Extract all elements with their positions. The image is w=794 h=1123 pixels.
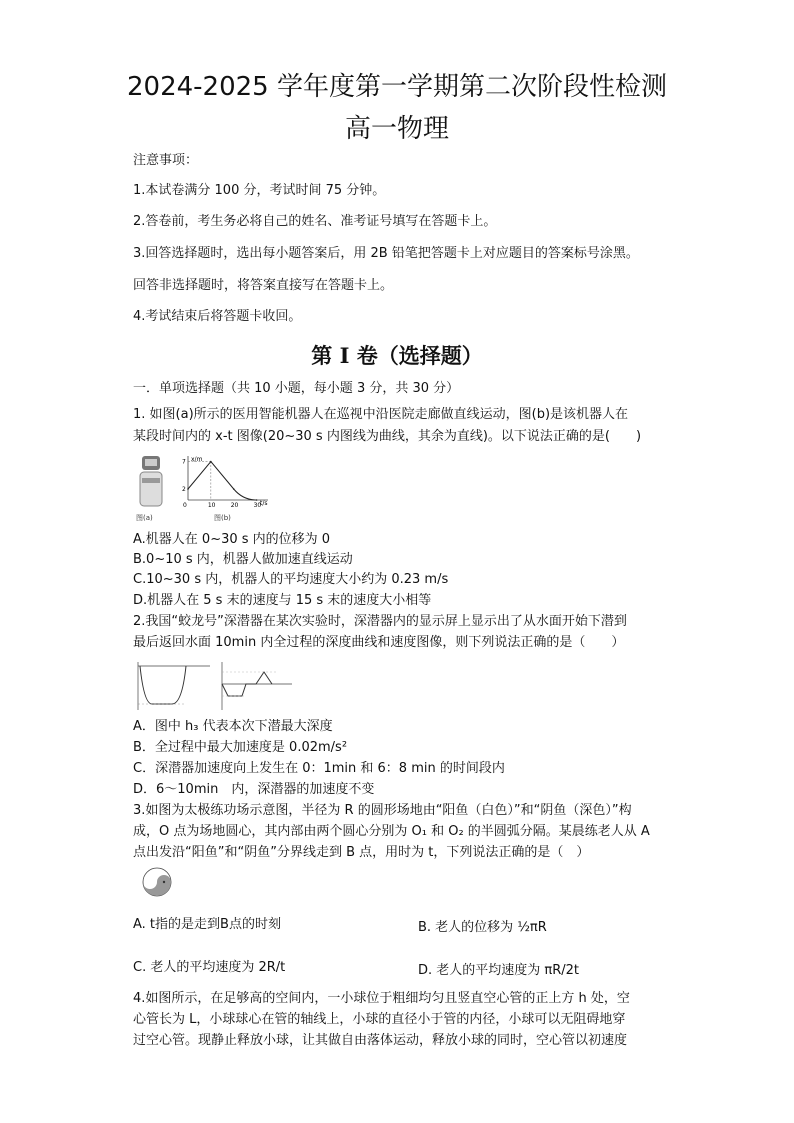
tick-label: 2 (182, 486, 186, 493)
taiji-figure (133, 866, 185, 898)
data-point (233, 488, 235, 490)
tick-label: 0 (183, 502, 187, 509)
data-point (187, 488, 189, 490)
note-item: 1.本试卷满分 100 分，考试时间 75 分钟。 (133, 183, 386, 198)
q2-stem: 2.我国“蛟龙号”深潜器在某次实验时，深潜器内的显示屏上显示出了从水面开始下潜到 (133, 614, 627, 629)
series-line (188, 462, 257, 501)
q2-option-a[interactable]: A．图中 h₃ 代表本次下潜最大深度 (133, 719, 333, 734)
tick-label: 10 (207, 502, 216, 509)
q4-stem: 过空心管。现静止释放小球，让其做自由落体运动，释放小球的同时，空心管以初速度 (133, 1033, 628, 1048)
velocity-graph (216, 660, 296, 712)
subject-title: 高一物理 (344, 114, 449, 144)
data-point (256, 499, 258, 501)
q1-stem: 1. 如图(a)所示的医用智能机器人在巡视中沿医院走廊做直线运动，图(b)是该机器人在 (133, 407, 629, 422)
depth-graph (132, 660, 214, 712)
note-item: 2.答卷前，考生务必将自己的姓名、准考证号填写在答题卡上。 (133, 214, 497, 229)
tick-label: 20 (230, 502, 239, 509)
robot-body (140, 472, 162, 506)
q2-stem: 最后返回水面 10min 内全过程的深度曲线和速度图像，则下列说法正确的是（ ） (133, 635, 625, 650)
part-heading: 一．单项选择题（共 10 小题，每小题 3 分，共 30 分） (133, 381, 460, 396)
note-item: 3.回答选择题时，选出每小题答案后，用 2B 铅笔把答题卡上对应题目的答案标号涂黑。 (133, 246, 639, 261)
q3-stem: 3.如图为太极练功场示意图，半径为 R 的圆形场地由“阳鱼（白色）”和“阴鱼（深色）”构 (133, 803, 632, 818)
tick-label: 7 (182, 458, 186, 466)
q1-stem: 某段时间内的 x-t 图像(20~30 s 内图线为曲线，其余为直线)。以下说法正确的是( ) (133, 429, 642, 444)
fig-a-caption: 图(a) (136, 514, 153, 522)
q1-option-b[interactable]: B.0~10 s 内，机器人做加速直线运动 (133, 552, 353, 567)
data-point (210, 461, 212, 463)
note-item: 4.考试结束后将答题卡收回。 (133, 309, 302, 324)
q1-xt-chart (178, 452, 273, 524)
q3-stem: 点出发沿“阳鱼”和“阴鱼”分界线走到 B 点，用时为 t，下列说法正确的是（ ） (133, 845, 590, 860)
q3-option-c[interactable]: C. 老人的平均速度为 2R/t (133, 960, 286, 975)
q1-option-a[interactable]: A.机器人在 0~30 s 内的位移为 0 (133, 532, 331, 547)
q2-option-d[interactable]: D．6～10min 内，深潜器的加速度不变 (133, 782, 375, 797)
q1-option-c[interactable]: C.10~30 s 内，机器人的平均速度大小约为 0.23 m/s (133, 572, 449, 587)
fig-b-caption: 图(b) (214, 514, 231, 522)
exam-title: 2024-2025 学年度第一学期第二次阶段性检测 (127, 72, 667, 102)
note-item: 回答非选择题时，将答案直接写在答题卡上。 (133, 278, 394, 293)
section-title: 第 I 卷（选择题） (311, 343, 483, 368)
tick-label: 30 (253, 502, 262, 509)
q2-option-b[interactable]: B．全过程中最大加速度是 0.02m/s² (133, 740, 348, 755)
y-axis-label: x/m (191, 456, 203, 463)
notes-heading: 注意事项： (133, 153, 199, 168)
q3-option-a[interactable]: A. t指的是走到B点的时刻 (133, 917, 281, 932)
robot-figure (132, 452, 172, 524)
q4-stem: 4.如图所示，在足够高的空间内，一小球位于粗细均匀且竖直空心管的正上方 h 处，空 (133, 991, 630, 1006)
q3-option-b[interactable]: B. 老人的位移为 ½πR (418, 920, 547, 935)
q1-option-d[interactable]: D.机器人在 5 s 末的速度与 15 s 末的速度大小相等 (133, 593, 432, 608)
q3-option-d[interactable]: D. 老人的平均速度为 πR/2t (418, 963, 580, 978)
x-axis-label: t/s (260, 500, 268, 507)
q4-stem: 心管长为 L，小球球心在管的轴线上，小球的直径小于管的内径，小球可以无阻碍地穿 (133, 1012, 626, 1027)
q3-stem: 成，O 点为场地圆心，其内部由两个圆心分别为 O₁ 和 O₂ 的半圆弧分隔。某晨练老人从 A (133, 824, 650, 839)
q2-option-c[interactable]: C．深潜器加速度向上发生在 0：1min 和 6：8 min 的时间段内 (133, 761, 505, 776)
